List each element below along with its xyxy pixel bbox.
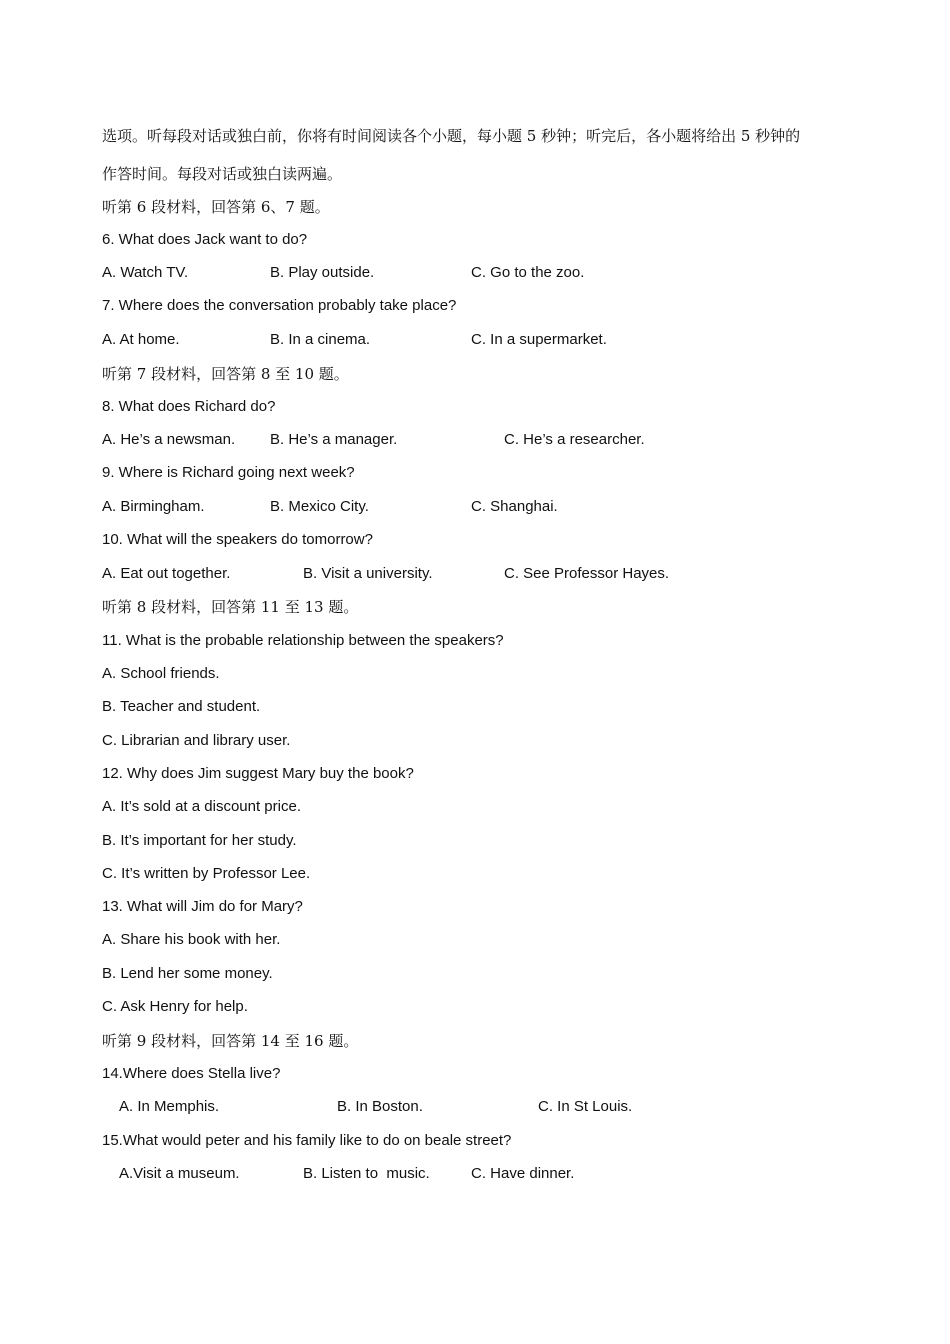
q12-option-c: C. It’s written by Professor Lee. xyxy=(102,865,311,882)
q10-option-a: A. Eat out together. xyxy=(102,565,231,582)
q8-option-b: B. He’s a manager. xyxy=(270,431,398,448)
q14-option-a: A. In Memphis. xyxy=(119,1098,220,1115)
q13-option-b: B. Lend her some money. xyxy=(102,965,273,982)
q15-option-c: C. Have dinner. xyxy=(471,1165,575,1182)
q14-option-c: C. In St Louis. xyxy=(538,1098,633,1115)
q9-option-a: A. Birmingham. xyxy=(102,498,205,515)
question-6: 6. What does Jack want to do? xyxy=(102,231,308,248)
question-10: 10. What will the speakers do tomorrow? xyxy=(102,531,373,548)
q15-option-a: A.Visit a museum. xyxy=(119,1165,240,1182)
q7-option-b: B. In a cinema. xyxy=(270,331,371,348)
q15-option-b: B. Listen to music. xyxy=(303,1165,430,1182)
q10-option-b: B. Visit a university. xyxy=(303,565,433,582)
q13-option-a: A. Share his book with her. xyxy=(102,931,281,948)
question-14: 14.Where does Stella live? xyxy=(102,1065,281,1082)
intro-line-1: 选项。听每段对话或独白前，你将有时间阅读各个小题，每小题 5 秒钟；听完后，各小题将给出 5 秒钟的 xyxy=(102,127,801,145)
q12-option-a: A. It’s sold at a discount price. xyxy=(102,798,301,815)
intro-line-2: 作答时间。每段对话或独白读两遍。 xyxy=(102,165,343,183)
q9-option-c: C. Shanghai. xyxy=(471,498,558,515)
question-12: 12. Why does Jim suggest Mary buy the book? xyxy=(102,765,414,782)
q13-option-c: C. Ask Henry for help. xyxy=(102,998,248,1015)
q10-option-c: C. See Professor Hayes. xyxy=(504,565,670,582)
question-8: 8. What does Richard do? xyxy=(102,398,276,415)
q9-option-b: B. Mexico City. xyxy=(270,498,369,515)
q6-option-c: C. Go to the zoo. xyxy=(471,264,585,281)
question-9: 9. Where is Richard going next week? xyxy=(102,464,355,481)
section-heading-9: 听第 9 段材料，回答第 14 至 16 题。 xyxy=(102,1032,359,1050)
q11-option-c: C. Librarian and library user. xyxy=(102,732,291,749)
question-15: 15.What would peter and his family like to do on beale street? xyxy=(102,1132,512,1149)
section-heading-7: 听第 7 段材料，回答第 8 至 10 题。 xyxy=(102,365,349,383)
q6-option-b: B. Play outside. xyxy=(270,264,375,281)
q8-option-c: C. He’s a researcher. xyxy=(504,431,645,448)
q7-option-a: A. At home. xyxy=(102,331,180,348)
q7-option-c: C. In a supermarket. xyxy=(471,331,607,348)
q11-option-b: B. Teacher and student. xyxy=(102,698,261,715)
q14-option-b: B. In Boston. xyxy=(337,1098,423,1115)
section-heading-6: 听第 6 段材料，回答第 6、7 题。 xyxy=(102,198,330,216)
question-13: 13. What will Jim do for Mary? xyxy=(102,898,303,915)
section-heading-8: 听第 8 段材料，回答第 11 至 13 题。 xyxy=(102,598,359,616)
q12-option-b: B. It’s important for her study. xyxy=(102,832,297,849)
q8-option-a: A. He’s a newsman. xyxy=(102,431,236,448)
q6-option-a: A. Watch TV. xyxy=(102,264,189,281)
question-7: 7. Where does the conversation probably take place? xyxy=(102,297,457,314)
q11-option-a: A. School friends. xyxy=(102,665,220,682)
question-11: 11. What is the probable relationship between the speakers? xyxy=(102,632,504,649)
